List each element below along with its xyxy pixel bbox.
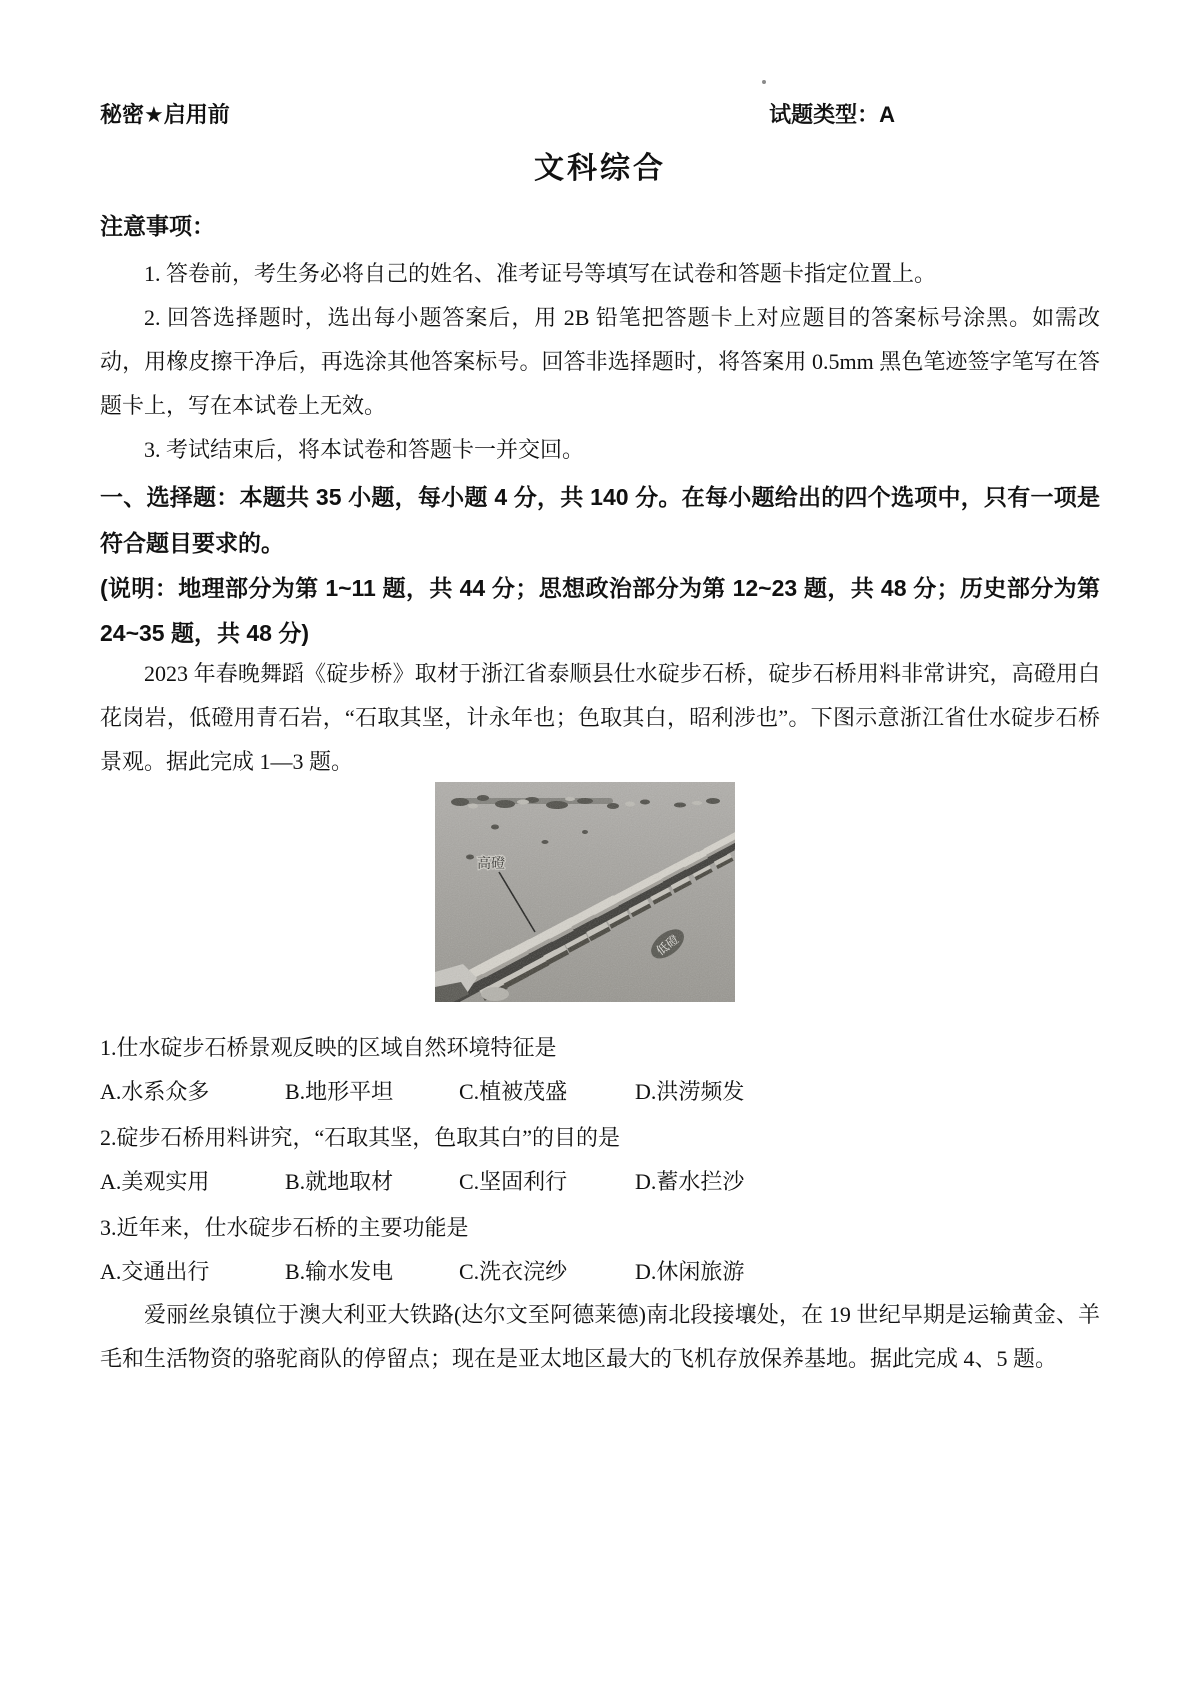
bridge-photo-graphic (435, 782, 735, 1002)
paper-type-label: 试题类型：A (769, 102, 895, 127)
question-1-option-a: A.水系众多 (100, 1079, 210, 1104)
question-3-option-b: B.输水发电 (285, 1259, 394, 1284)
scan-dot (762, 80, 766, 84)
question-2-option-a: A.美观实用 (100, 1169, 210, 1194)
passage-2: 爱丽丝泉镇位于澳大利亚大铁路(达尔文至阿德莱德)南北段接壤处，在 19 世纪早期是运输黄金、羊毛和生活物资的骆驼商队的停留点；现在是亚太地区最大的飞机存放保养基地。据此完成 4、5 题。 (100, 1302, 1100, 1371)
question-1-option-d: D.洪涝频发 (635, 1079, 745, 1104)
question-1-option-b: B.地形平坦 (285, 1079, 394, 1104)
question-2-option-b: B.就地取材 (285, 1169, 394, 1194)
section-note: (说明：地理部分为第 1~11 题，共 44 分；思想政治部分为第 12~23 题，共 48 分；历史部分为第 24~35 题，共 48 分) (100, 575, 1100, 646)
question-3-option-d: D.休闲旅游 (635, 1259, 745, 1284)
photo-grain-overlay (435, 782, 735, 1002)
notice-item-2: 2. 回答选择题时，选出每小题答案后，用 2B 铅笔把答题卡上对应题目的答案标号涂黑。如需改动，用橡皮擦干净后，再选涂其他答案标号。回答非选择题时，将答案用 0.5mm 黑色笔迹签字笔写在答题卡上，写在本试卷上无效。 (100, 305, 1100, 418)
question-1-option-c: C.植被茂盛 (459, 1079, 568, 1104)
question-2-option-d: D.蓄水拦沙 (635, 1169, 745, 1194)
photo-label-high-step: 高磴 (477, 855, 505, 871)
question-1-stem: 1.仕水碇步石桥景观反映的区域自然环境特征是 (100, 1035, 557, 1060)
page-title: 文科综合 (534, 152, 666, 185)
notice-item-3: 3. 考试结束后，将本试卷和答题卡一并交回。 (144, 437, 585, 462)
passage-1: 2023 年春晚舞蹈《碇步桥》取材于浙江省泰顺县仕水碇步石桥，碇步石桥用料非常讲究，高磴用白花岗岩，低磴用青石岩，“石取其坚，计永年也；色取其白，昭利涉也”。下图示意浙江省仕水碇步石桥景观。据此完成 1—3 题。 (100, 661, 1100, 774)
question-2-stem: 2.碇步石桥用料讲究，“石取其坚，色取其白”的目的是 (100, 1125, 621, 1150)
question-3-option-c: C.洗衣浣纱 (459, 1259, 568, 1284)
question-3-options (100, 1250, 1100, 1294)
question-3-stem: 3.近年来，仕水碇步石桥的主要功能是 (100, 1215, 469, 1240)
photo-label-low-step: 低磴 (653, 932, 682, 959)
classification-label: 秘密★启用前 (100, 102, 230, 127)
question-1-options (100, 1070, 1100, 1114)
question-2-options (100, 1160, 1100, 1204)
question-3-option-a: A.交通出行 (100, 1259, 210, 1284)
notice-item-1: 1. 答卷前，考生务必将自己的姓名、准考证号等填写在试卷和答题卡指定位置上。 (144, 261, 937, 286)
notice-heading: 注意事项： (100, 213, 215, 239)
section-heading: 一、选择题：本题共 35 小题，每小题 4 分，共 140 分。在每小题给出的四个选项中，只有一项是符合题目要求的。 (100, 484, 1100, 556)
question-2-option-c: C.坚固利行 (459, 1169, 568, 1194)
page-header (100, 100, 1100, 130)
bridge-photo (435, 782, 735, 1002)
